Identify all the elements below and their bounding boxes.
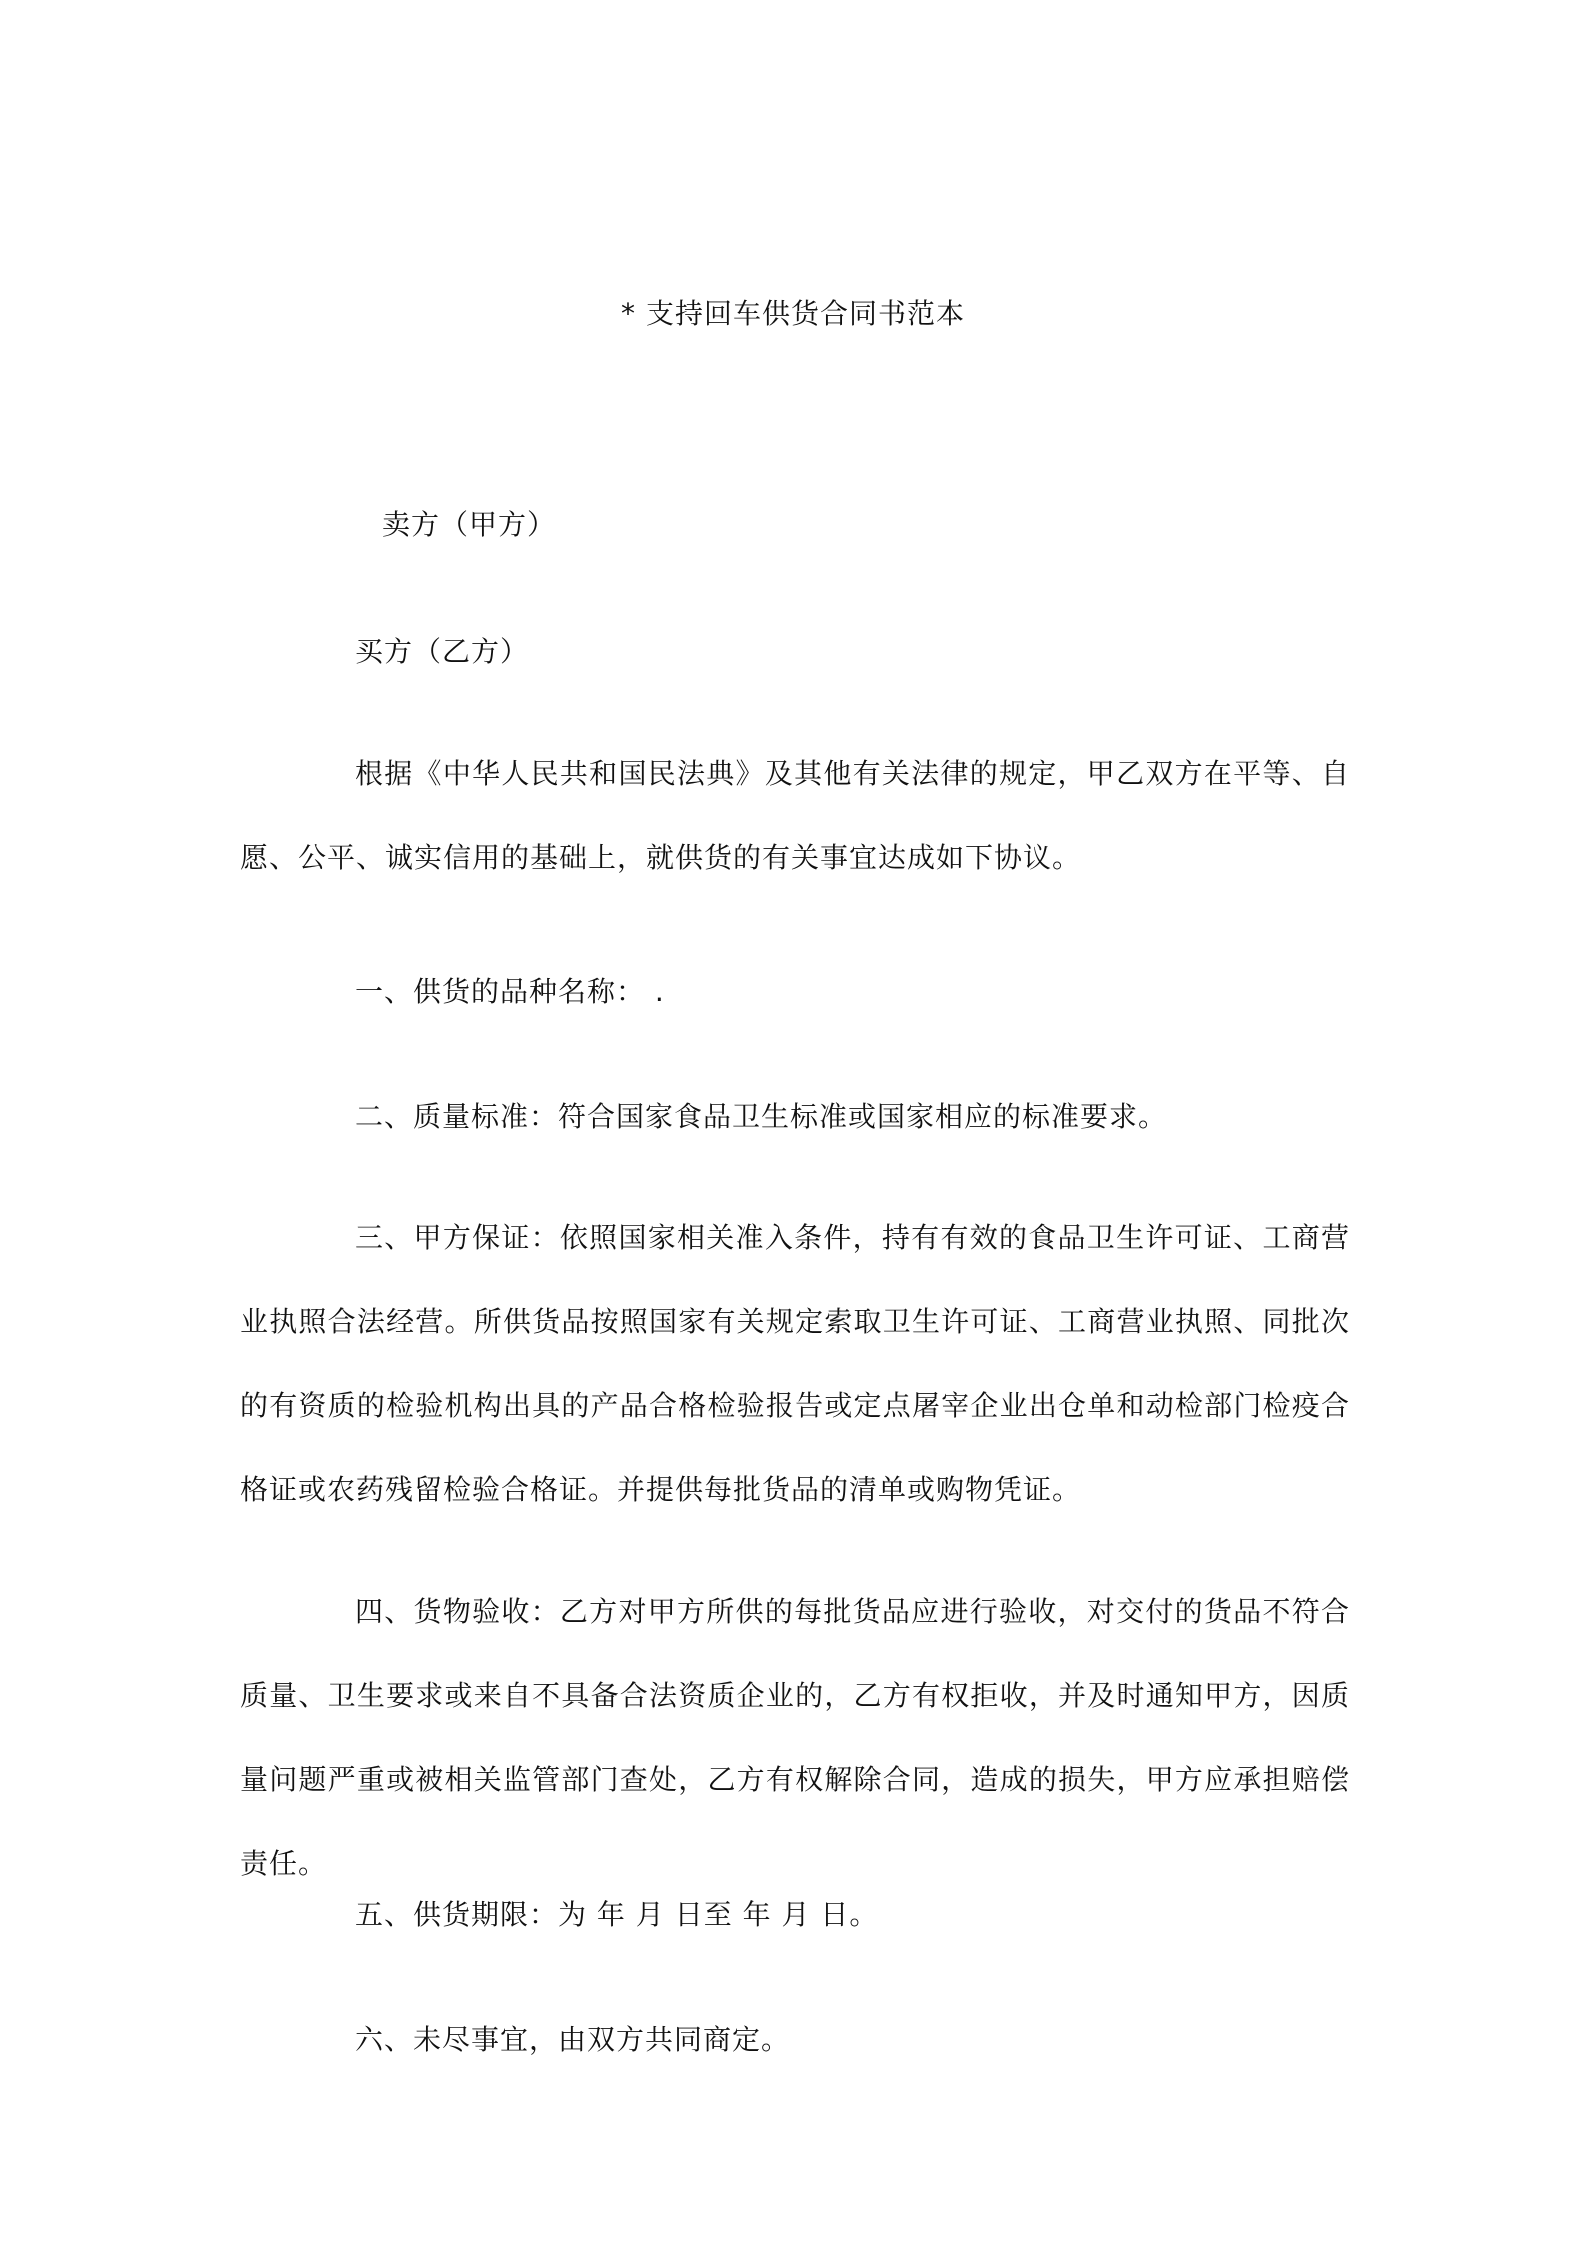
clause-5: 五、供货期限：为 年 月 日至 年 月 日。 bbox=[355, 1898, 879, 1931]
clause-1: 一、供货的品种名称： . bbox=[355, 975, 665, 1008]
buyer-label: 买方（乙方） bbox=[355, 635, 530, 668]
document-title: * 支持回车供货合同书范本 bbox=[621, 297, 965, 330]
clause-6: 六、未尽事宜，由双方共同商定。 bbox=[355, 2023, 791, 2056]
intro-paragraph: 根据《中华人民共和国民法典》及其他有关法律的规定，甲乙双方在平等、自愿、公平、诚实信用的基础上，就供货的有关事宜达成如下协议。 bbox=[240, 757, 1350, 874]
clause-2: 二、质量标准：符合国家食品卫生标准或国家相应的标准要求。 bbox=[355, 1100, 1168, 1133]
seller-label: 卖方（甲方） bbox=[382, 508, 557, 541]
clause-4: 四、货物验收：乙方对甲方所供的每批货品应进行验收，对交付的货品不符合质量、卫生要求或来自不具备合法资质企业的，乙方有权拒收，并及时通知甲方，因质量问题严重或被相关监管部门查处，乙方有权解除合同，造成的损失，甲方应承担赔偿责任。 bbox=[240, 1595, 1350, 1880]
clause-3: 三、甲方保证：依照国家相关准入条件，持有有效的食品卫生许可证、工商营业执照合法经营。所供货品按照国家有关规定索取卫生许可证、工商营业执照、同批次的有资质的检验机构出具的产品合格检验报告或定点屠宰企业出仓单和动检部门检疫合格证或农药残留检验合格证。并提供每批货品的清单或购物凭证。 bbox=[240, 1221, 1350, 1506]
